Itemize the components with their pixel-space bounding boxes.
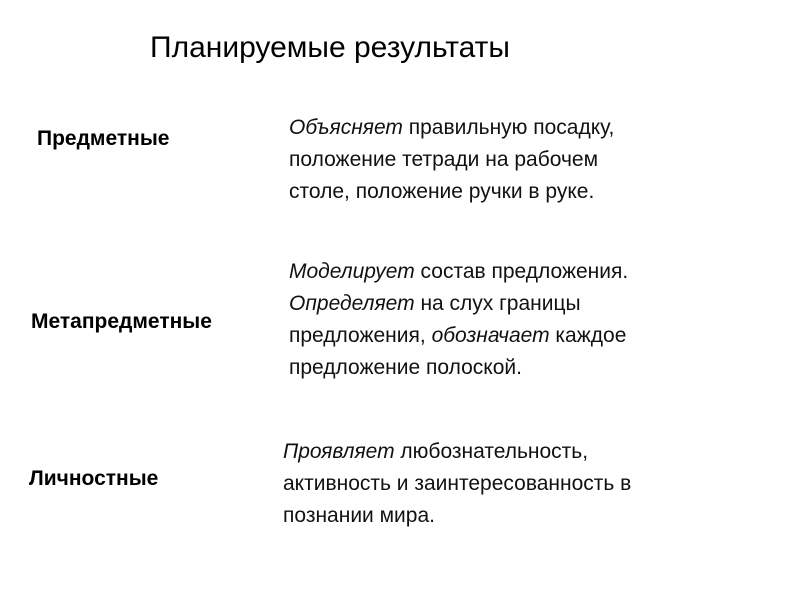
action-verb: Определяет [289, 292, 415, 315]
description-line [289, 320, 628, 352]
row-label-subject: Предметные [37, 127, 170, 150]
description-text: активность и заинтересованность в [283, 472, 632, 495]
row-label-metasubject: Метапредметные [31, 310, 212, 333]
description-text: предложение полоской. [289, 356, 522, 379]
row-label-personal: Личностные [29, 467, 159, 490]
description-line [283, 500, 631, 532]
description-text: познании мира. [283, 504, 435, 527]
description-text: каждое [549, 324, 627, 347]
description-text: правильную посадку, [402, 116, 615, 139]
description-text: столе, положение ручки в руке. [289, 180, 595, 203]
description-line [283, 436, 631, 468]
description-line [283, 468, 631, 500]
row-description-subject [289, 112, 614, 208]
page-title: Планируемые результаты [150, 31, 510, 64]
description-line [289, 288, 628, 320]
description-text: на слух границы [414, 292, 581, 315]
description-line [289, 112, 614, 144]
description-line [289, 352, 628, 384]
action-verb: обозначает [431, 324, 550, 347]
action-verb: Моделирует [289, 260, 415, 283]
description-text: любознательность, [394, 440, 589, 463]
description-text: предложения, [289, 324, 432, 347]
action-verb: Объясняет [289, 116, 403, 139]
description-line [289, 144, 614, 176]
description-line [289, 256, 628, 288]
description-text: состав предложения. [414, 260, 629, 283]
row-description-personal [283, 436, 631, 532]
row-description-metasubject [289, 256, 628, 384]
action-verb: Проявляет [283, 440, 395, 463]
description-text: положение тетради на рабочем [289, 148, 599, 171]
description-line [289, 176, 614, 208]
